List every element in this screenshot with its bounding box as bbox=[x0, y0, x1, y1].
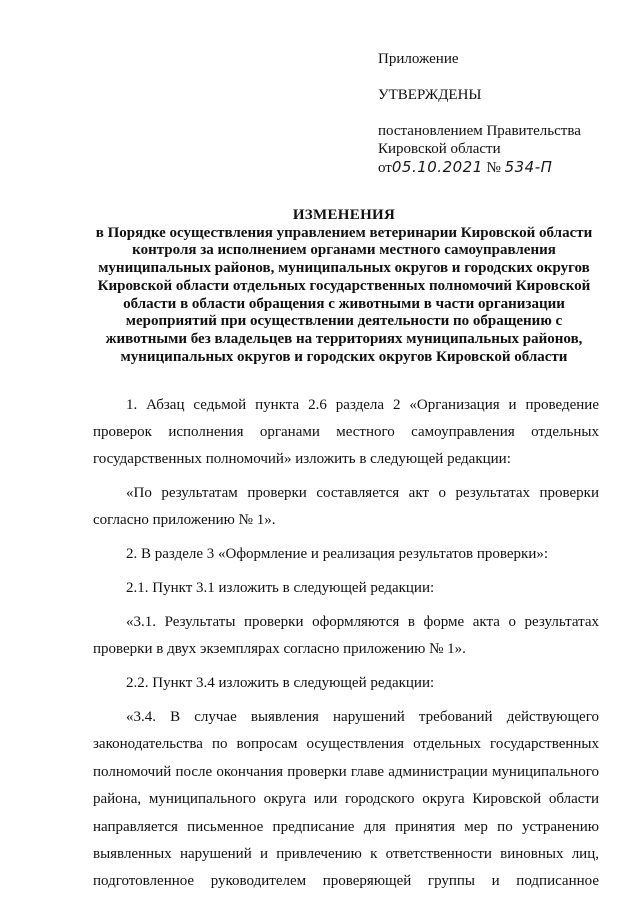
paragraph-4: 2.1. Пункт 3.1 изложить в следующей редакции: bbox=[126, 580, 435, 596]
document-title bbox=[80, 207, 608, 366]
paragraph-3: 2. В разделе 3 «Оформление и реализация результатов проверки»: bbox=[126, 546, 549, 562]
paragraph-7: «3.4. В случае выявления нарушений требований действующего законодательства по вопросам осуществления отдельных государственных полномочий после окончания проверки главе администрации муниципального района, муниципального округа или городского округа Кировской области направляется письменное предписание для принятия мер по устранению выявленных нарушений и привлечению к ответственности виновных лиц, подготовленное руководителем проверяющей группы и подписанное bbox=[93, 709, 599, 890]
title-line: муниципальных округов и городских округов Кировской области bbox=[120, 348, 568, 365]
approval-block bbox=[378, 50, 618, 177]
title-line: области в области обращения с животными в части организации bbox=[123, 295, 565, 312]
title-heading: ИЗМЕНЕНИЯ bbox=[292, 207, 396, 223]
title-line: муниципальных районов, муниципальных округов и городских округов bbox=[98, 260, 590, 277]
paragraph-2: «По результатам проверки составляется акт о результатах проверки согласно приложению № 1». bbox=[93, 485, 599, 528]
number-sign: № bbox=[486, 160, 501, 176]
title-line: контроля за исполнением органами местного самоуправления bbox=[132, 242, 556, 259]
appendix-label: Приложение bbox=[378, 51, 459, 67]
decree-number: 534-П bbox=[504, 158, 553, 176]
decree-line-2: Кировской области bbox=[378, 141, 501, 157]
paragraph-5: «3.1. Результаты проверки оформляются в форме акта о результатах проверки в двух экземплярах согласно приложению № 1». bbox=[93, 614, 599, 657]
decree-line-1: постановлением Правительства bbox=[378, 123, 581, 139]
title-line: в Порядке осуществления управлением ветеринарии Кировской области bbox=[95, 224, 593, 241]
paragraph-6: 2.2. Пункт 3.4 изложить в следующей редакции: bbox=[126, 675, 435, 691]
decree-date-number bbox=[378, 158, 618, 177]
title-line: животными без владельцев на территориях муниципальных районов, bbox=[105, 330, 583, 347]
from-label: от bbox=[378, 160, 392, 176]
decree-date: 05.10.2021 bbox=[391, 158, 483, 176]
paragraph-1: 1. Абзац седьмой пункта 2.6 раздела 2 «Организация и проведение проверок исполнения органами местного самоуправления отдельных государственных полномочий» изложить в следующей редакции: bbox=[93, 397, 599, 467]
title-line: Кировской области отдельных государственных полномочий Кировской bbox=[97, 277, 591, 294]
approved-label: УТВЕРЖДЕНЫ bbox=[378, 87, 482, 103]
document-body bbox=[93, 392, 599, 896]
title-line: мероприятий при осуществлении деятельности по обращению с bbox=[125, 313, 563, 330]
